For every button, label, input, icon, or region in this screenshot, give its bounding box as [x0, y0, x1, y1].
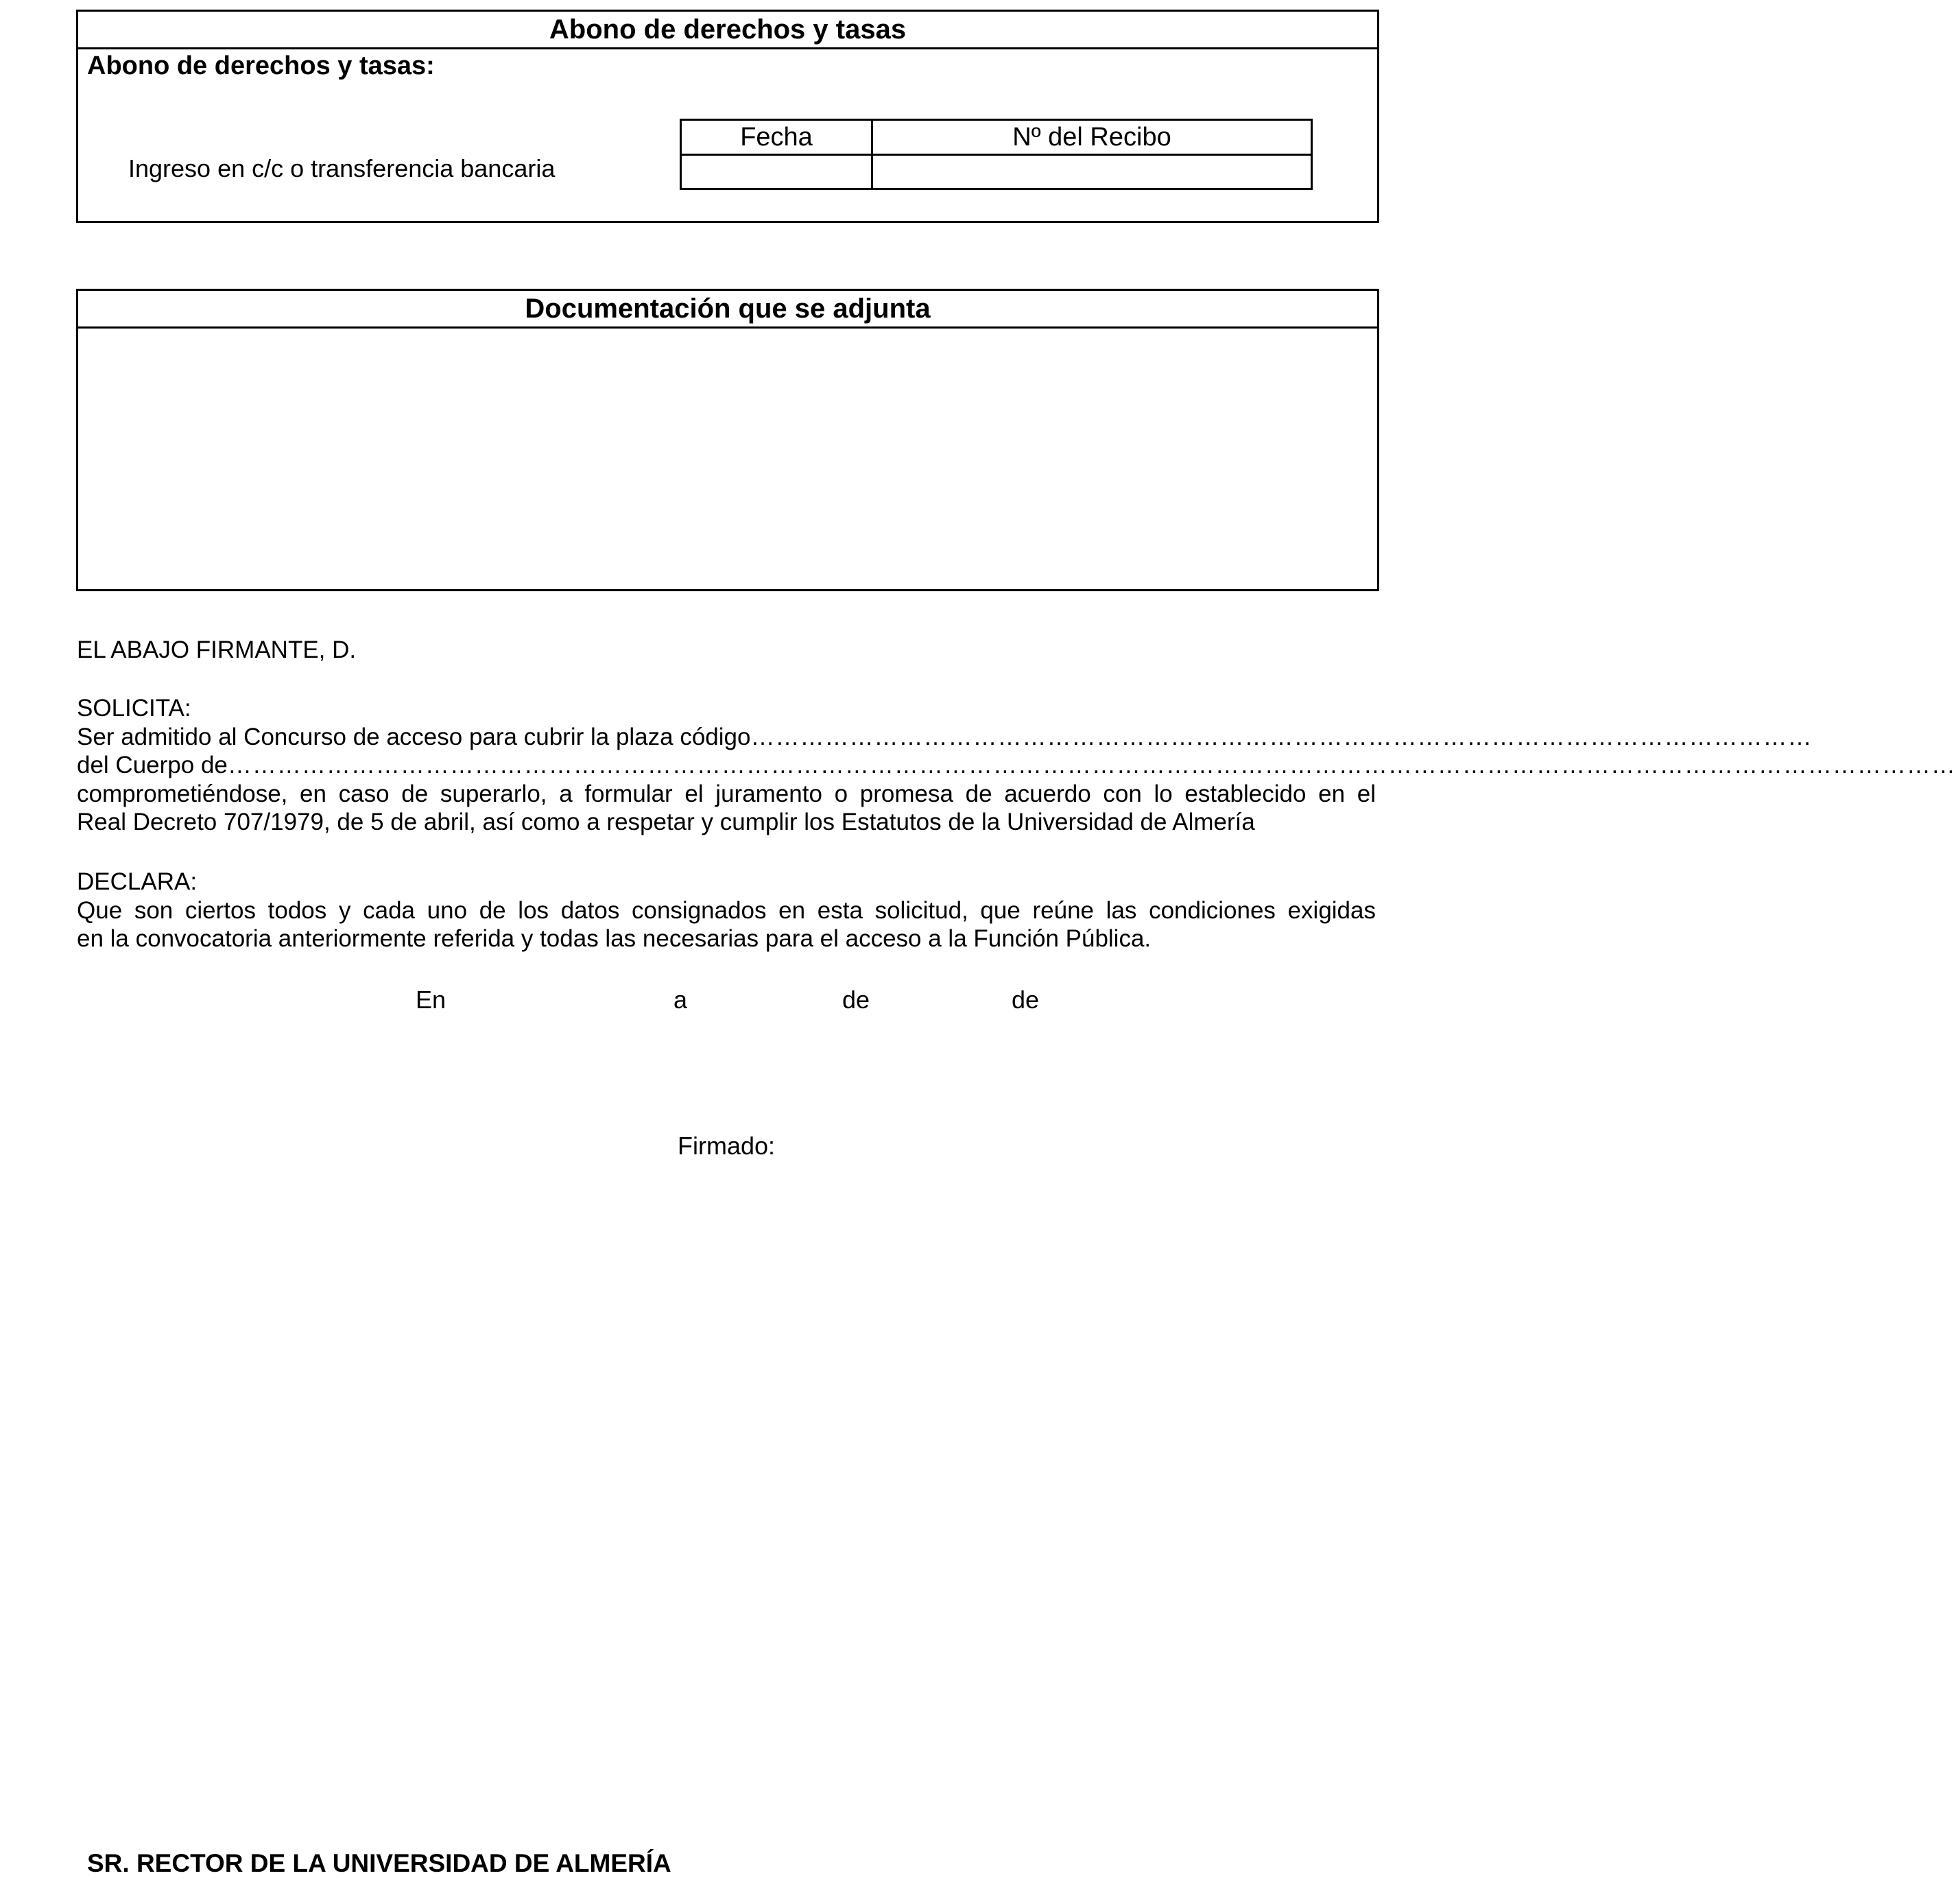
solicita-line-4: Real Decreto 707/1979, de 5 de abril, así como a respetar y cumplir los Estatutos de la Universidad de Almería: [77, 809, 1255, 835]
documentacion-content-area[interactable]: [78, 329, 1377, 589]
declara-line-1: Que son ciertos todos y cada uno de los datos consignados en esta solicitud, que reúne las condiciones exigidas: [77, 896, 1376, 924]
plaza-codigo-text: Ser admitido al Concurso de acceso para cubrir la plaza código: [77, 723, 751, 750]
solicita-heading: SOLICITA:: [77, 695, 191, 722]
cuerpo-text: del Cuerpo de: [77, 752, 228, 778]
documentacion-section: [76, 289, 1379, 591]
firmante-line: [77, 636, 1376, 665]
fecha-input-cell[interactable]: [682, 156, 873, 190]
firmante-label: EL ABAJO FIRMANTE, D.: [77, 636, 357, 663]
solicita-line-1: [77, 723, 1813, 752]
date-a-label: a: [673, 986, 688, 1014]
declara-block: [77, 868, 1376, 953]
abono-section: [76, 10, 1379, 223]
abono-header: Abono de derechos y tasas: [78, 12, 1377, 49]
recibo-input-cell[interactable]: [873, 156, 1313, 190]
solicita-line-3: comprometiéndose, en caso de superarlo, a formular el juramento o promesa de acuerdo con lo establecido en el: [77, 780, 1376, 807]
solicita-block: [77, 694, 1956, 837]
date-de-label-2: de: [1012, 986, 1040, 1014]
date-en-label: En: [416, 986, 446, 1014]
fecha-column-header: Fecha: [682, 121, 873, 156]
documentacion-header: Documentación que se adjunta: [78, 291, 1377, 329]
recibo-column-header: Nº del Recibo: [873, 121, 1313, 156]
solicita-line-2: [77, 751, 1956, 780]
date-de-label-1: de: [842, 986, 870, 1014]
plaza-codigo-dotted-field[interactable]: …………………………………………………………………………………………………………………: [750, 723, 1813, 750]
declara-heading: DECLARA:: [77, 868, 198, 895]
cuerpo-dotted-field[interactable]: …………………………………………………………………………………………………………………………………………………………………………………………: [227, 752, 1956, 778]
payment-table: [680, 119, 1313, 190]
payment-method-label: Ingreso en c/c o transferencia bancaria: [128, 154, 556, 182]
firmado-label: Firmado:: [678, 1132, 776, 1160]
addressee-label: SR. RECTOR DE LA UNIVERSIDAD DE ALMERÍA: [87, 1849, 671, 1877]
abono-label: Abono de derechos y tasas:: [87, 51, 435, 80]
declara-line-2: en la convocatoria anteriormente referida y todas las necesarias para el acceso a la Función Pública.: [77, 925, 1152, 952]
